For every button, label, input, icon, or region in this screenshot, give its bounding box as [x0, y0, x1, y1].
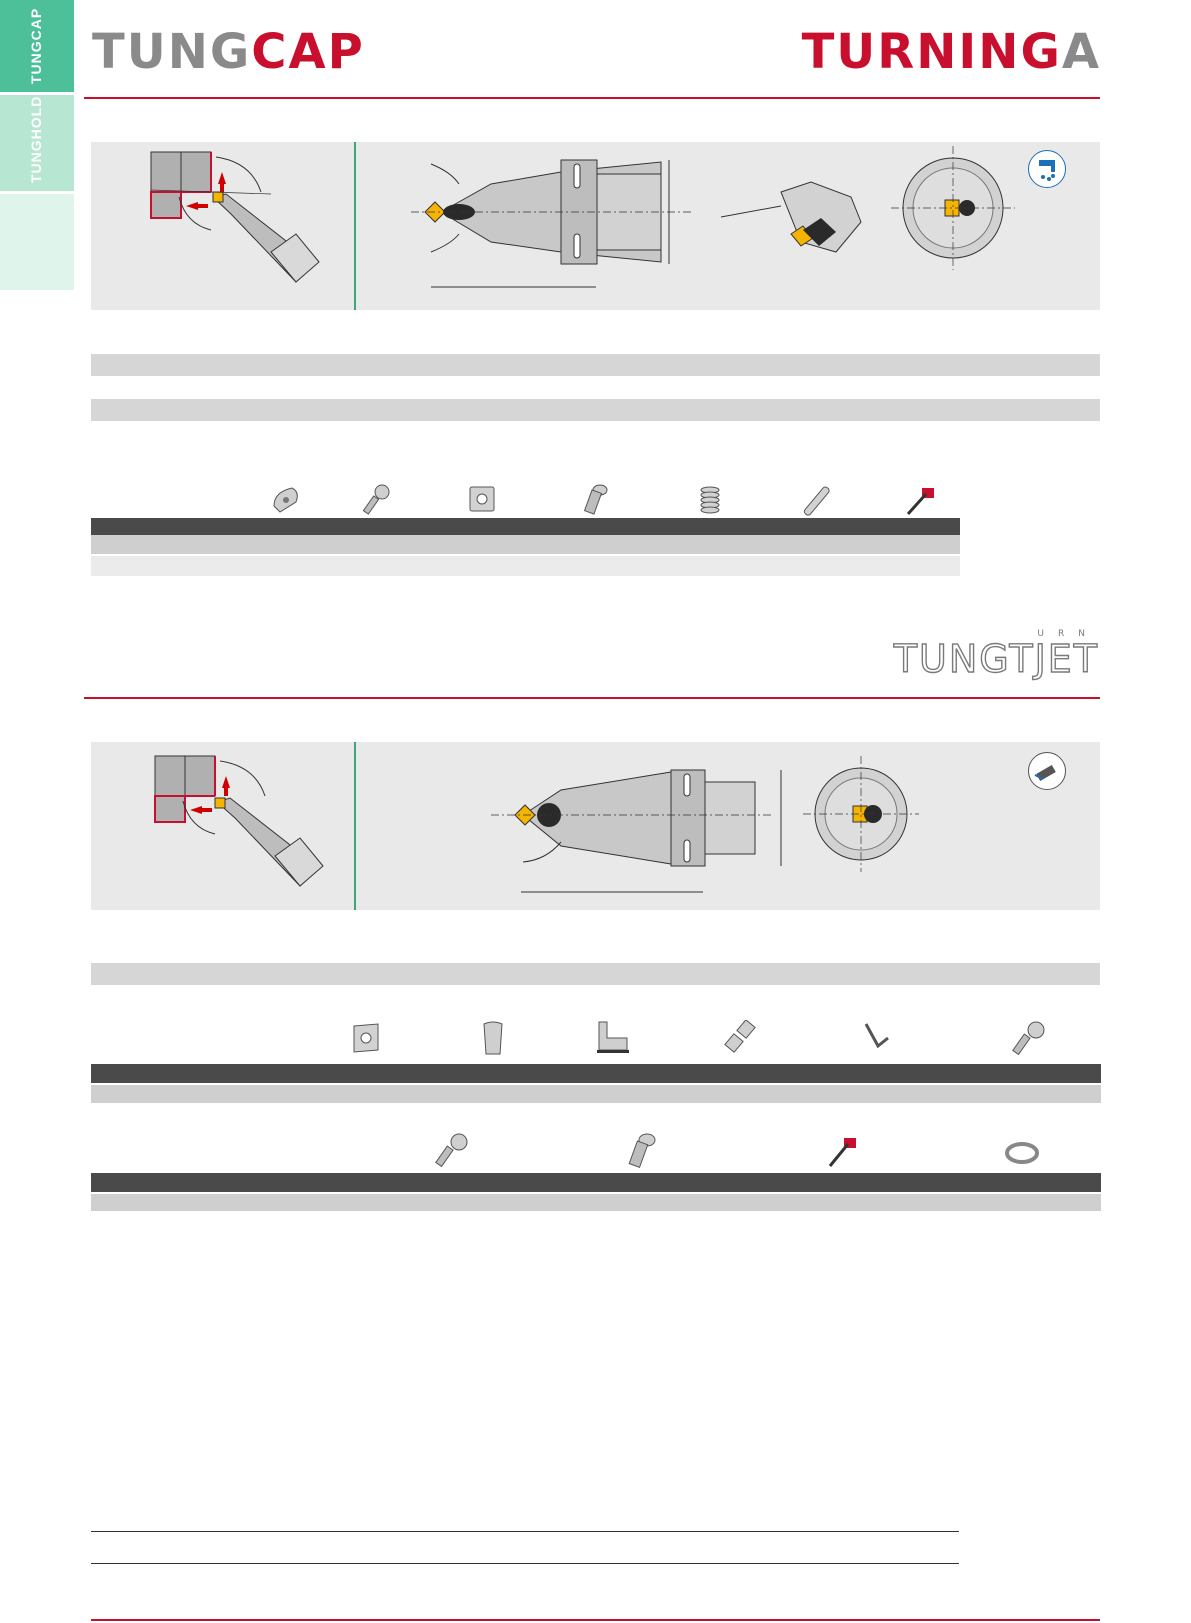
spec-strip-1	[91, 354, 1100, 376]
clamp-icon	[270, 484, 304, 514]
tungcap-logo-cap: CAP	[251, 24, 365, 80]
spec-strip-2	[91, 399, 1100, 421]
turning-logo-main: TURNING	[801, 24, 1062, 80]
parts-table-2-row-1	[91, 1085, 1101, 1103]
tungturn-jet-logo-text: TUNGTJET	[893, 637, 1099, 681]
side-tab-tunghold[interactable]	[0, 95, 74, 191]
drawing-panel-2	[91, 742, 1100, 910]
operation-diagram-1	[151, 152, 319, 282]
insert-detail-1	[721, 182, 861, 252]
holder-end-view-1	[891, 146, 1015, 270]
shim-icon	[467, 484, 497, 514]
hex-key-icon	[862, 1020, 892, 1056]
pin-icon	[800, 484, 834, 516]
spec-strip-3	[91, 963, 1100, 985]
coolant-through-icon	[1028, 150, 1066, 188]
footnote-rule-2	[91, 1563, 959, 1564]
drawing-1	[91, 142, 1100, 310]
side-tab-blank[interactable]	[0, 194, 74, 290]
footnote-rule-1	[91, 1531, 959, 1532]
tungcap-logo	[92, 24, 365, 80]
clamp-screw-icon	[435, 1132, 471, 1170]
parts-table-1-row-2	[91, 556, 960, 576]
lever-screw-icon	[1012, 1020, 1048, 1058]
sleeve-icon	[480, 1020, 506, 1056]
parts-table-3-header	[91, 1173, 1101, 1192]
operation-diagram-2	[155, 756, 323, 886]
tungturn-jet-logo-super: URN	[1037, 629, 1099, 639]
side-tab-tunghold-label: TUNGHOLD	[28, 95, 44, 183]
holder-side-view-1	[411, 160, 691, 287]
clamp-screw-icon	[362, 484, 392, 516]
spring-icon	[697, 484, 723, 516]
parts-table-2-header	[91, 1064, 1101, 1083]
coupling-screw-icon	[722, 1020, 758, 1056]
shim-screw-icon	[625, 1132, 657, 1170]
holder-side-view-2	[491, 770, 781, 892]
wrench-icon	[826, 1136, 860, 1168]
turning-logo	[801, 24, 1101, 80]
header-rule	[84, 97, 1100, 99]
wrench-icon	[904, 486, 938, 516]
side-tab-tungcap[interactable]	[0, 0, 74, 92]
tungturn-jet-logo	[893, 629, 1099, 681]
shim-screw-icon	[580, 483, 610, 517]
turning-logo-a: A	[1061, 24, 1101, 80]
holder-end-view-2	[803, 756, 919, 872]
side-tab-tungcap-label: TUNGCAP	[28, 7, 44, 84]
jet-coolant-icon	[1028, 752, 1066, 790]
parts-table-1-header	[91, 518, 960, 535]
insert-shim-icon	[350, 1022, 382, 1054]
parts-table-1-row-1	[91, 535, 960, 554]
tungcap-logo-tung: TUNG	[92, 24, 252, 80]
footer-rule	[91, 1619, 1100, 1621]
clamp-lever-icon	[595, 1020, 631, 1056]
parts-table-3-row-1	[91, 1194, 1101, 1211]
o-ring-icon	[1004, 1140, 1040, 1166]
section2-rule	[84, 697, 1100, 699]
drawing-panel-1	[91, 142, 1100, 310]
drawing-2	[91, 742, 1100, 910]
